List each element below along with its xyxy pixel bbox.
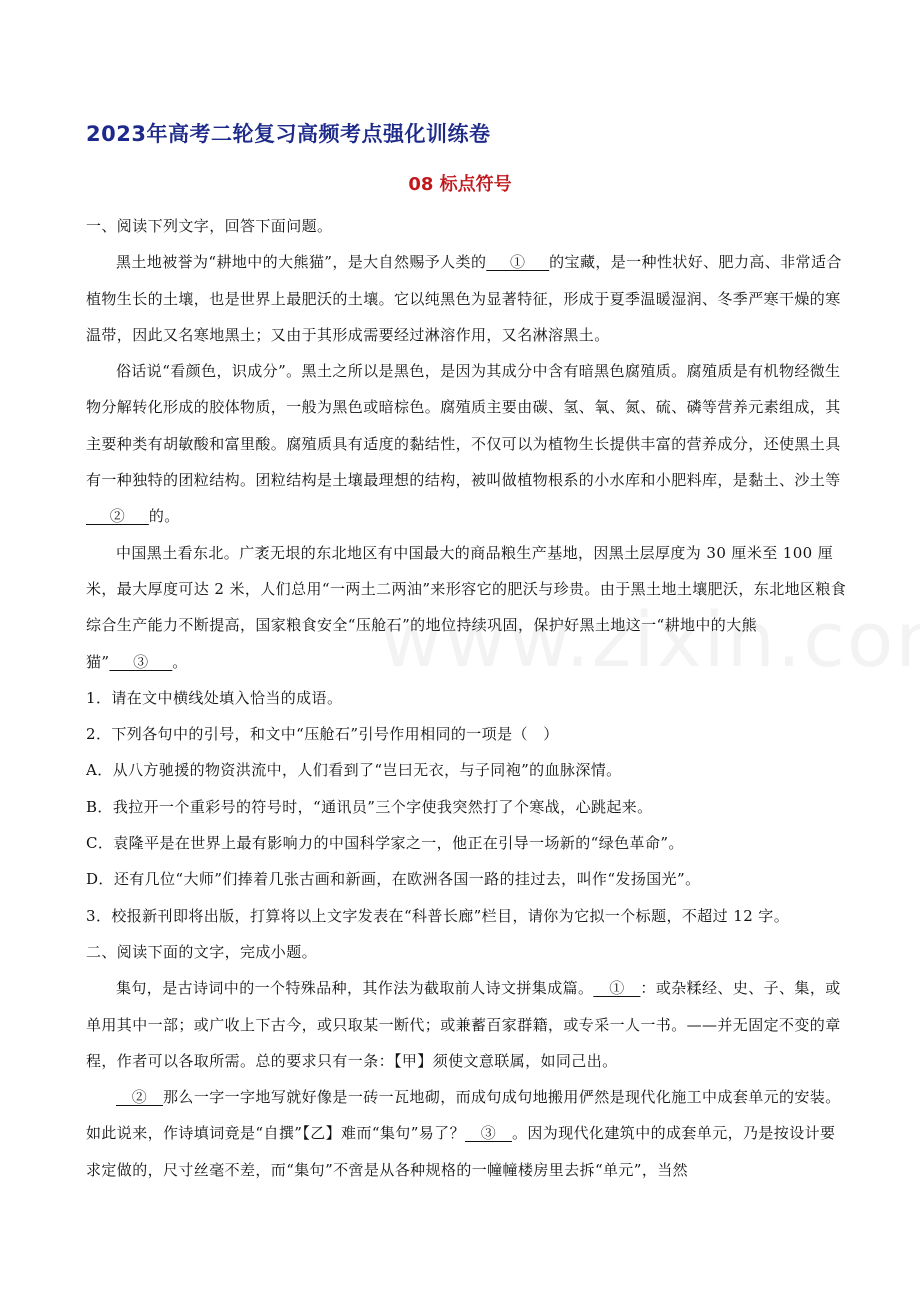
question-3: 3．校报新刊即将出版，打算将以上文字发表在“科普长廊”栏目，请你为它拟一个标题，不超过 12 字。 [86, 906, 790, 925]
part1-paragraph-1 [86, 244, 850, 353]
question-1: 1．请在文中横线处填入恰当的成语。 [86, 688, 343, 707]
question-2: 2．下列各句中的引号，和文中“压舱石”引号作用相同的一项是（ ） [86, 725, 559, 744]
text-run: 黑土地被誉为“耕地中的大熊猫”，是大自然赐予人类的 [116, 253, 487, 272]
document-title: 2023年高考二轮复习高频考点强化训练卷 [86, 122, 491, 146]
text-run: 那么一字一字地写就好像是一砖一瓦地砌，而成句成句地搬用俨然是现代化施工中成套单元的安装。如此说来，作诗填词竟是“自撰”【乙】难而“集句”易了？ [86, 1088, 841, 1143]
part2-heading: 二、阅读下面的文字，完成小题。 [86, 942, 318, 961]
section-title: 08 标点符号 [408, 174, 512, 195]
part2-paragraph-2 [86, 1079, 850, 1188]
part1-paragraph-2 [86, 353, 850, 534]
blank-3: __③__ [464, 1124, 512, 1143]
text-run: 俗话说“看颜色，识成分”。黑土之所以是黑色，是因为其成分中含有暗黑色腐殖质。腐殖质是有机物经微生物分解转化形成的胶体物质，一般为黑色或暗棕色。腐殖质主要由碳、氢、氧、氮、硫、磷等营养元素组成，其主要种类有胡敏酸和富里酸。腐殖质具有适度的黏结性，不仅可以为植物生长提供丰富的营养成分，还使黑土具有一种独特的团粒结构。团粒结构是土壤最理想的结构，被叫做植物根系的小水库和小肥料库，是黏土、沙土等 [86, 362, 841, 490]
option-d: D．还有几位“大师”们捧着几张古画和新画，在欧洲各国一路的挂过去，叫作“发扬国光”。 [86, 870, 701, 889]
text-run: 。因为现代化建筑中的成套单元，乃是按设计要求定做的，尺寸丝毫不差，而“集句”不啻是从各种规格的一幢幢楼房里去拆“单元”，当然 [86, 1124, 836, 1179]
part2-paragraph-1 [86, 970, 850, 1079]
blank-2: __②__ [116, 1088, 164, 1107]
document-body [86, 208, 850, 1188]
blank-2: ___②___ [86, 507, 149, 526]
text-run: 。 [172, 652, 188, 671]
option-b: B．我拉开一个重彩号的符号时，“通讯员”三个字使我突然打了个寒战，心跳起来。 [86, 797, 653, 816]
watermark [380, 595, 920, 684]
text-run: 中国黑土看东北。广袤无垠的东北地区有中国最大的商品粮生产基地，因黑土层厚度为 30 厘米至 100 厘米，最大厚度可达 2 米，人们总用“一两土二两油”来形容它的肥沃与珍贵。由于黑土地土壤肥沃，东北地区粮食综合生产能力不断提高，国家粮食安全“压舱石”的地位持续巩固，保护好黑土地这一“耕地中的大熊猫” [86, 543, 847, 671]
text-run: 集句，是古诗词中的一个特殊品种，其作法为截取前人诗文拼集成篇。 [116, 979, 594, 998]
blank-1: ___①___ [486, 253, 550, 272]
part1-heading: 一、阅读下列文字，回答下面问题。 [86, 217, 333, 235]
text-run: 的。 [148, 507, 180, 526]
option-a: A．从八方驰援的物资洪流中，人们看到了“岂曰无衣，与子同袍”的血脉深情。 [86, 761, 622, 780]
blank-1: __①__ [593, 979, 641, 998]
blank-3: ___③___ [109, 652, 173, 671]
option-c: C．袁隆平是在世界上最有影响力的中国科学家之一，他正在引导一场新的“绿色革命”。 [86, 834, 684, 853]
text-run: 的宝藏，是一种性状好、肥力高、非常适合植物生长的土壤，也是世界上最肥沃的土壤。它以纯黑色为显著特征，形成于夏季温暖湿润、冬季严寒干燥的寒温带，因此又名寒地黑土；又由于其形成需要经过淋溶作用，又名淋溶黑土。 [86, 253, 842, 344]
text-run: ：或杂糅经、史、子、集，或单用其中一部；或广收上下古今，或只取某一断代；或兼蓄百家群籍，或专采一人一书。——并无固定不变的章程，作者可以各取所需。总的要求只有一条：【甲】须使文意联属，如同己出。 [86, 979, 841, 1070]
